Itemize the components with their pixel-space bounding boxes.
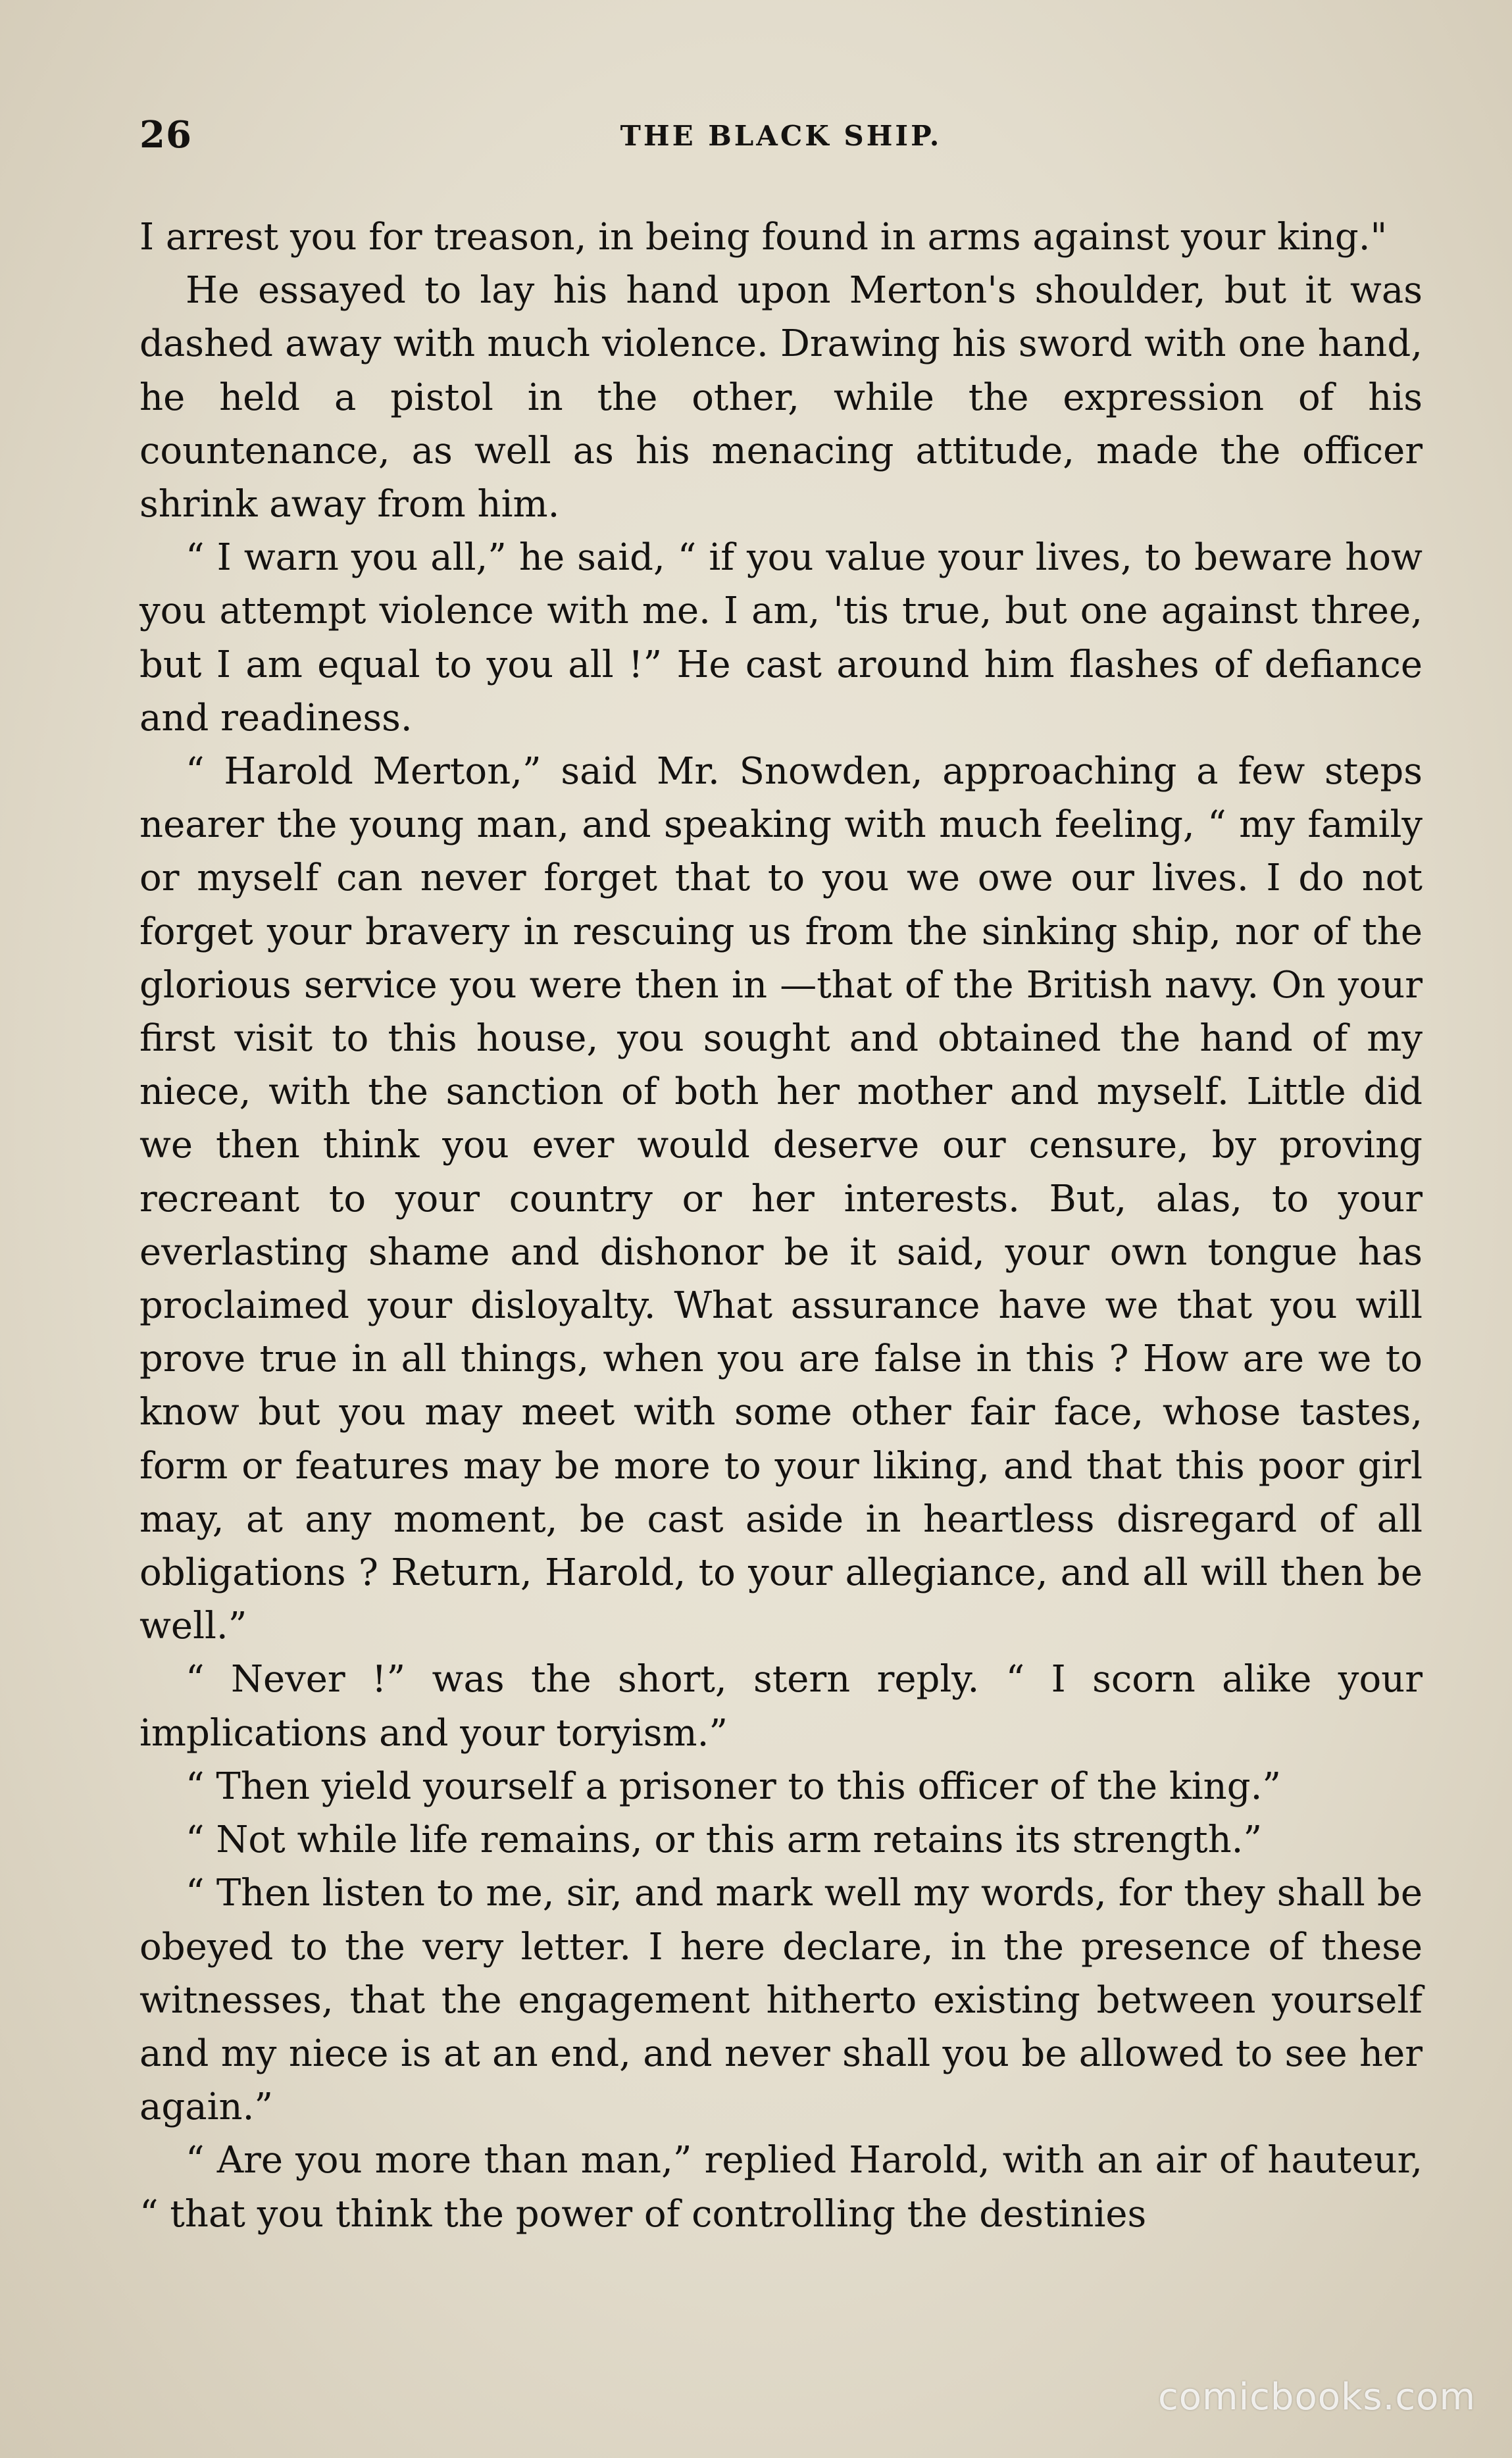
paragraph-9: “ Are you more than man,” replied Harold, with an air of hauteur, “ that you think the power of controlling the destinies [139,2139,1423,2236]
page-body-text [139,211,1423,2316]
page-header [139,113,1423,159]
running-title: THE BLACK SHIP. [620,120,942,152]
page-number: 26 [139,113,192,157]
paragraph-4: “ Harold Merton,” said Mr. Snowden, approaching a few steps nearer the young man, and speaking with much feeling, “ my family or myself can never forget that to you we owe our lives. I do not forget your bravery in rescuing us from the sinking ship, nor of the glorious service you were then in —that of the British navy. On your first visit to this house, you sought and obtained the hand of my niece, with the sanction of both her mother and myself. Little did we then think you ever would deserve our censure, by proving recreant to your country or her interests. But, alas, to your everlasting shame and dishonor be it said, your own tongue has proclaimed your disloyalty. What assurance have we that you will prove true in all things, when you are false in this ? How are we to know but you may meet with some other fair face, whose tastes, form or features may be more to your liking, and that this poor girl may, at any moment, be cast aside in heartless disregard of all obligations ? Return, Harold, to your allegiance, and all will then be well.” [139,750,1423,1648]
paragraph-6: “ Then yield yourself a prisoner to this officer of the king.” [186,1765,1282,1808]
paragraph-7: “ Not while life remains, or this arm retains its strength.” [186,1818,1263,1862]
paragraph-3: “ I warn you all,” he said, “ if you value your lives, to beware how you attempt violence with me. I am, 'tis true, but one against three, but I am equal to you all !” He cast around him flashes of defiance and readiness. [139,536,1423,740]
paragraph-1: I arrest you for treason, in being found in arms against your king." [139,216,1388,259]
paragraph-5: “ Never !” was the short, stern reply. “ I scorn alike your implications and your toryism.” [139,1658,1423,1755]
paragraph-8: “ Then listen to me, sir, and mark well my words, for they shall be obeyed to the very letter. I here declare, in the presence of these witnesses, that the engagement hitherto existing between yourself and my niece is at an end, and never shall you be allowed to see her again.” [139,1872,1423,2129]
site-watermark: comicbooks.com [1157,2376,1476,2419]
paragraph-2: He essayed to lay his hand upon Merton's shoulder, but it was dashed away with much violence. Drawing his sword with one hand, he held a pistol in the other, while the expression of his countenance, as well as his menacing attitude, made the officer shrink away from him. [139,269,1423,526]
